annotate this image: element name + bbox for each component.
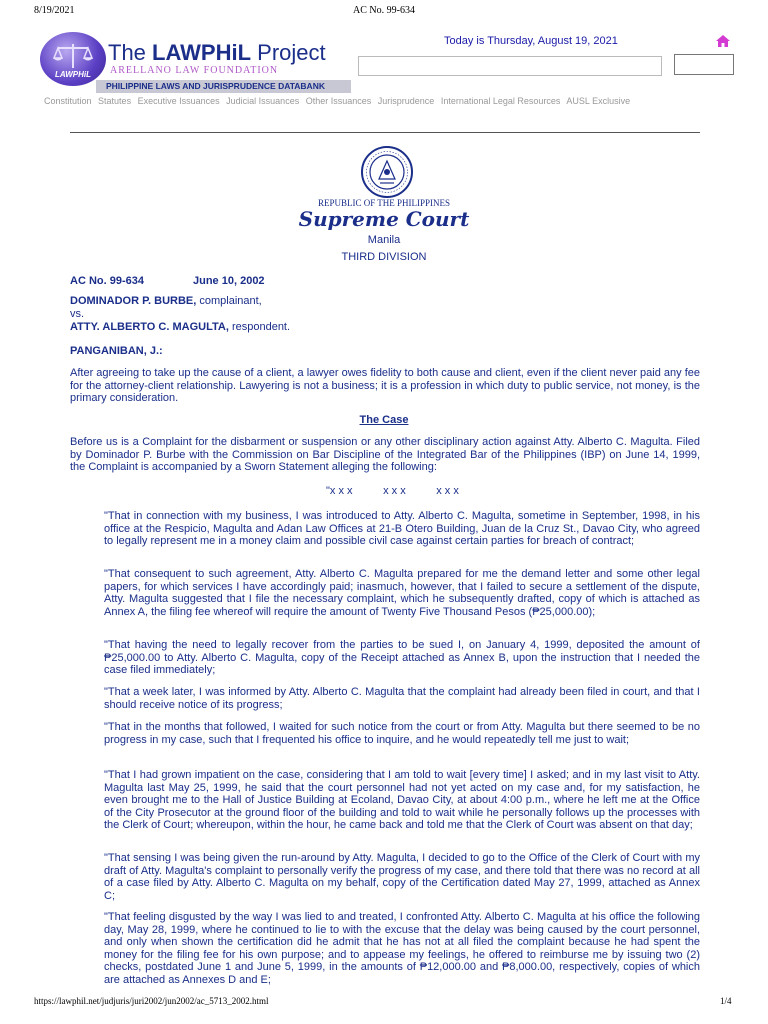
- print-url: https://lawphil.net/judjuris/juri2002/jun2002/ac_5713_2002.html: [34, 996, 269, 1006]
- print-title: AC No. 99-634: [353, 5, 415, 16]
- body-paragraph: Before us is a Complaint for the disbarment or suspension or any other disciplinary action against Atty. Alberto C. Magulta. Filed by Dominador P. Burbe with the Commission on Bar Discipline of the Integrated Bar of the Philippines (IBP) on June 14, 1999, the Complaint is accompanied by a Sworn Statement alleging the following:: [70, 436, 700, 473]
- search-input[interactable]: [358, 56, 662, 76]
- court-division: THIRD DIVISION: [341, 251, 427, 263]
- quoted-paragraph-5: "That in the months that followed, I waited for such notice from the court or from Atty. Magulta but there seemed to be no progress in my case, such that I frequented his office to inquire, and he would repeatedly tell me just to wait;: [104, 721, 700, 746]
- respondent-name: ATTY. ALBERTO C. MAGULTA,: [70, 321, 229, 333]
- print-date: 8/19/2021: [34, 5, 75, 16]
- search-button[interactable]: [674, 54, 734, 75]
- omission-marker: "x x x x x x x x x: [326, 485, 459, 497]
- print-page-number: 1/4: [720, 996, 732, 1006]
- nav-executive-issuances[interactable]: Executive Issuances: [137, 96, 220, 106]
- brand-bold: LAWPHiL: [152, 40, 252, 65]
- nav-jurisprudence[interactable]: Jurisprudence: [377, 96, 435, 106]
- brand-title[interactable]: [108, 40, 326, 66]
- respondent-role: respondent.: [228, 321, 291, 333]
- brand-prefix: The: [108, 40, 153, 65]
- complainant: [70, 295, 262, 307]
- quoted-paragraph-1: "That in connection with my business, I was introduced to Atty. Alberto C. Magulta, sometime in September, 1998, in his office at the Respicio, Magulta and Adan Law Offices at 21-B Otero Building, Juan de la Cruz St., Davao City, who agreed to legally represent me in a money claim and possible civil case against certain parties for breach of contract;: [104, 510, 700, 547]
- today-date: Today is Thursday, August 19, 2021: [444, 35, 618, 47]
- case-number: AC No. 99-634: [70, 275, 144, 287]
- lawphil-logo[interactable]: [40, 32, 106, 86]
- databank-banner: PHILIPPINE LAWS AND JURISPRUDENCE DATABANK: [96, 80, 351, 93]
- logo-text: LAWPHiL: [55, 70, 91, 79]
- quoted-paragraph-2: "That consequent to such agreement, Atty. Alberto C. Magulta prepared for me the demand letter and some other legal papers, for which services I have accordingly paid; inasmuch, however, that I failed to secure a settlement of the dispute, Atty. Magulta suggested that I file the necessary complaint, which he subsequently drafted, copy of which is attached as Annex A, the filing fee whereof will require the amount of Twenty Five Thousand Pesos (₱25,000.00);: [104, 568, 700, 618]
- brand-suffix: Project: [251, 40, 326, 65]
- supreme-court-seal-icon: [360, 145, 414, 199]
- nav-other-issuances[interactable]: Other Issuances: [305, 96, 372, 106]
- scales-of-justice-icon: [52, 42, 94, 70]
- header-divider: [70, 132, 700, 133]
- quoted-paragraph-7: "That sensing I was being given the run-around by Atty. Magulta, I decided to go to the Office of the Clerk of Court with my draft of Atty. Magulta's complaint to personally verify the progress of my case, and there told that there was no record at all of a case filed by Atty. Alberto C. Magulta on my behalf, copy of the Certification dated May 27, 1999, attached as Annex C;: [104, 852, 700, 902]
- court-city: Manila: [367, 234, 401, 246]
- quoted-paragraph-3: "That having the need to legally recover from the parties to be sued I, on January 4, 1999, deposited the amount of ₱25,000.00 to Atty. Alberto C. Magulta, copy of the Receipt attached as Annex B, upon the instruction that I needed the case filed immediately;: [104, 639, 700, 676]
- home-icon[interactable]: [715, 34, 731, 48]
- respondent: [70, 321, 290, 333]
- main-nav: [44, 96, 634, 106]
- nav-statutes[interactable]: Statutes: [98, 96, 132, 106]
- complainant-role: complainant,: [196, 295, 262, 307]
- quoted-paragraph-4: "That a week later, I was informed by Atty. Alberto C. Magulta that the complaint had already been filed in court, and that I should receive notice of its progress;: [104, 686, 700, 711]
- nav-judicial-issuances[interactable]: Judicial Issuances: [226, 96, 300, 106]
- nav-international-legal-resources[interactable]: International Legal Resources: [440, 96, 561, 106]
- complainant-name: DOMINADOR P. BURBE,: [70, 295, 197, 307]
- brand-subtitle: ARELLANO LAW FOUNDATION: [110, 65, 279, 76]
- versus: vs.: [70, 308, 85, 320]
- nav-constitution[interactable]: Constitution: [44, 96, 92, 106]
- intro-paragraph: After agreeing to take up the cause of a client, a lawyer owes fidelity to both cause and client, even if the client never paid any fee for the attorney-client relationship. Lawyering is not a business; it is a profession in which duty to public service, not money, is the primary consideration.: [70, 367, 700, 404]
- section-heading: The Case: [359, 414, 409, 426]
- nav-ausl-exclusive[interactable]: AUSL Exclusive: [566, 96, 631, 106]
- quoted-paragraph-6: "That I had grown impatient on the case, considering that I am told to wait [every time] I asked; and in my last visit to Atty. Magulta last May 25, 1999, he said that the court personnel had not yet acted on my case and, for my satisfaction, he even brought me to the Hall of Justice Building at Ecoland, Davao City, at about 4:00 p.m., where he left me at the Office of the City Prosecutor at the ground floor of the building and told to wait while he personally follows up the processes with the Clerk of Court; whereupon, within the hour, he came back and told me that the Clerk of Court was absent on that day;: [104, 769, 700, 831]
- quoted-paragraph-8: "That feeling disgusted by the way I was lied to and treated, I confronted Atty. Alberto C. Magulta at his office the following day, May 28, 1999, where he continued to lie to with the excuse that the delay was being caused by the court personnel, and only when shown the certification did he admit that he has not at all filed the complaint because he had spent the money for the filing fee for his own purpose; and to appease my feelings, he offered to reimburse me by issuing two (2) checks, postdated June 1 and June 5, 1999, in the amounts of ₱12,000.00 and ₱8,000.00, respectively, copies of which are attached as Annexes D and E;: [104, 911, 700, 986]
- court-name: Supreme Court: [298, 207, 470, 231]
- case-date: June 10, 2002: [193, 275, 265, 287]
- republic-label: REPUBLIC OF THE PHILIPPINES: [317, 198, 451, 208]
- ponente: PANGANIBAN, J.:: [70, 345, 163, 357]
